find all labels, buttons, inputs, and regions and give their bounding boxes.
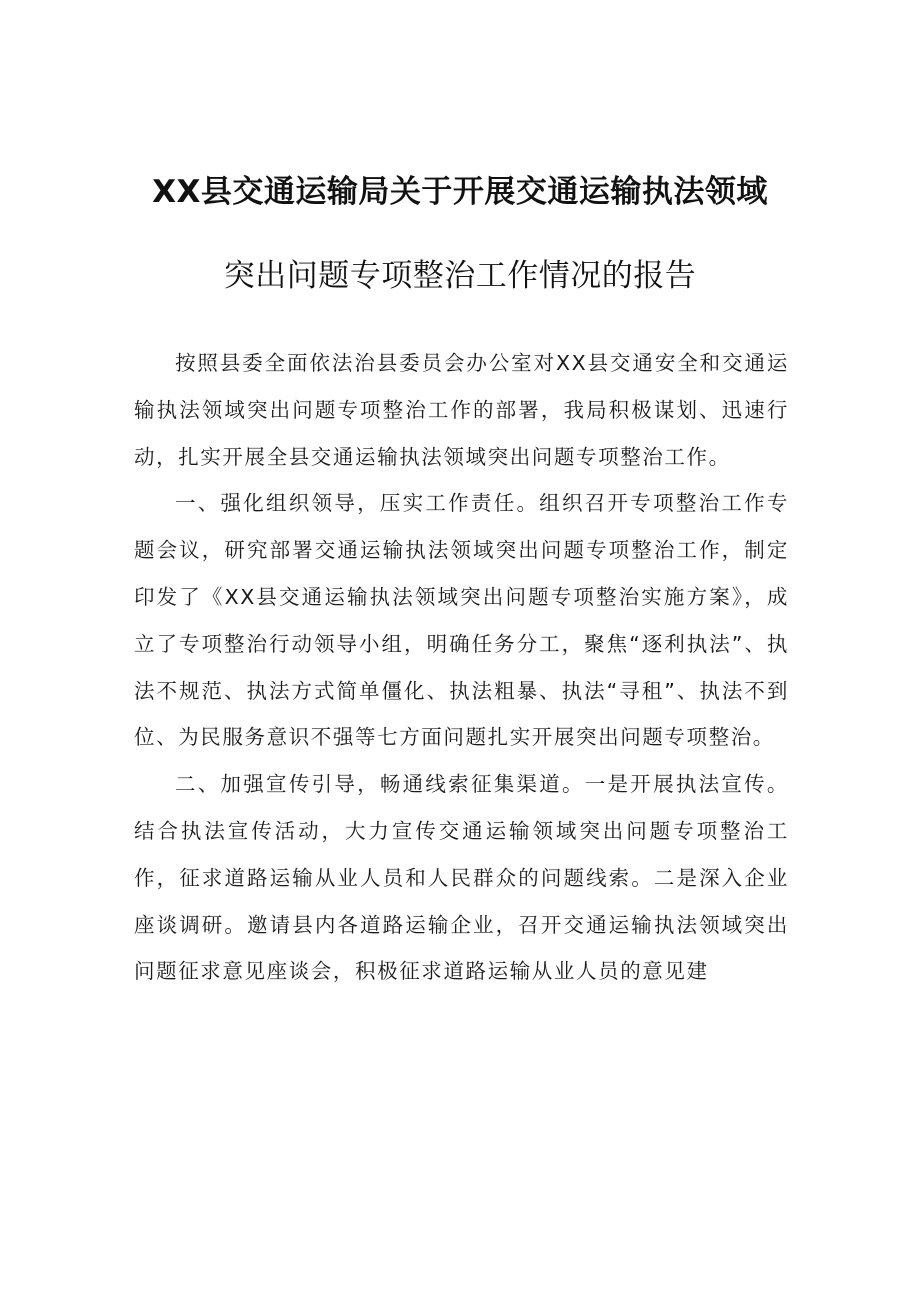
paragraph-section-1: 一、强化组织领导，压实工作责任。组织召开专项整治工作专题会议，研究部署交通运输执法领域突出问题专项整治工作，制定印发了《XX县交通运输执法领域突出问题专项整治实施方案》，成立了专项整治行动领导小组，明确任务分工，聚焦“逐利执法”、执法不规范、执法方式简单僵化、执法粗暴、执法“寻租”、执法不到位、为民服务意识不强等七方面问题扎实开展突出问题专项整治。	[134, 491, 789, 750]
document-title-line-2: 突出问题专项整治工作情况的报告	[223, 258, 697, 294]
paragraph-section-2: 二、加强宣传引导，畅通线索征集渠道。一是开展执法宣传。结合执法宣传活动，大力宣传交通运输领域突出问题专项整治工作，征求道路运输从业人员和人民群众的问题线索。二是深入企业座谈调研。邀请县内各道路运输企业，召开交通运输执法领域突出问题征求意见座谈会，积极征求道路运输从业人员的意见建	[134, 772, 789, 984]
document-title-line-1: XX县交通运输局关于开展交通运输执法领域	[152, 174, 768, 210]
document-body	[134, 340, 789, 995]
paragraph-intro: 按照县委全面依法治县委员会办公室对XX县交通安全和交通运输执法领域突出问题专项整治工作的部署，我局积极谋划、迅速行动，扎实开展全县交通运输执法领域突出问题专项整治工作。	[134, 351, 789, 469]
